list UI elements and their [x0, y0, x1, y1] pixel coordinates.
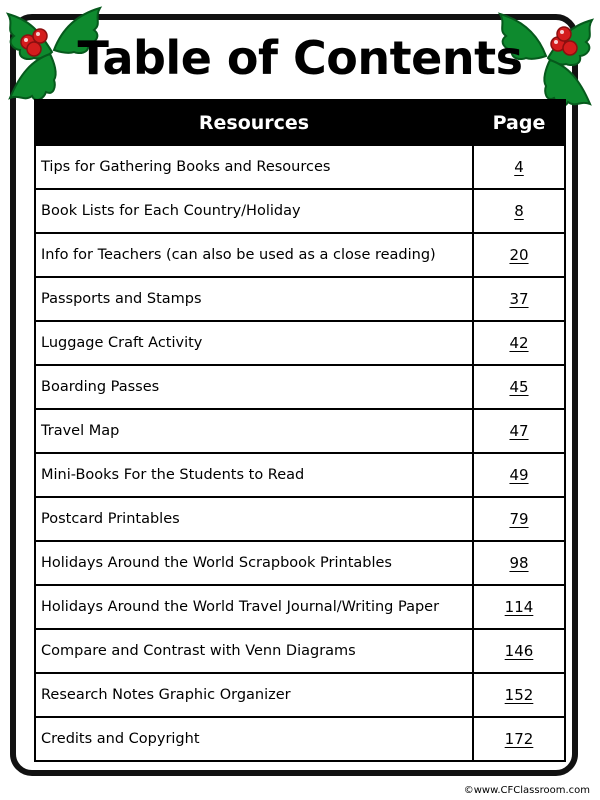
page-number-link[interactable]: 4	[473, 145, 565, 189]
resources-column-header: Resources	[35, 100, 473, 145]
resource-cell: Research Notes Graphic Organizer	[35, 673, 473, 717]
resource-cell: Boarding Passes	[35, 365, 473, 409]
resource-cell: Mini-Books For the Students to Read	[35, 453, 473, 497]
resource-cell: Book Lists for Each Country/Holiday	[35, 189, 473, 233]
table-row	[35, 189, 565, 233]
page-number-link[interactable]: 172	[473, 717, 565, 761]
page-number-link[interactable]: 20	[473, 233, 565, 277]
page-title: Table of Contents	[77, 31, 523, 85]
page-number-link[interactable]: 79	[473, 497, 565, 541]
page-number-link[interactable]: 47	[473, 409, 565, 453]
copyright-notice: ©www.CFClassroom.com	[463, 785, 590, 796]
resource-cell: Luggage Craft Activity	[35, 321, 473, 365]
table-row	[35, 497, 565, 541]
resource-cell: Info for Teachers (can also be used as a close reading)	[35, 233, 473, 277]
page-number-link[interactable]: 49	[473, 453, 565, 497]
table-row	[35, 453, 565, 497]
table-row	[35, 541, 565, 585]
contents-table-body	[35, 145, 565, 761]
resource-cell: Compare and Contrast with Venn Diagrams	[35, 629, 473, 673]
page-number-link[interactable]: 37	[473, 277, 565, 321]
table-row	[35, 673, 565, 717]
resource-cell: Credits and Copyright	[35, 717, 473, 761]
table-row	[35, 717, 565, 761]
page-number-link[interactable]: 146	[473, 629, 565, 673]
page-number-link[interactable]: 98	[473, 541, 565, 585]
page-number-link[interactable]: 114	[473, 585, 565, 629]
table-row	[35, 629, 565, 673]
page-number-link[interactable]: 45	[473, 365, 565, 409]
page-column-header: Page	[473, 100, 565, 145]
page-number-link[interactable]: 152	[473, 673, 565, 717]
table-row	[35, 365, 565, 409]
page-number-link[interactable]: 8	[473, 189, 565, 233]
page-number-link[interactable]: 42	[473, 321, 565, 365]
table-row	[35, 233, 565, 277]
table-header-row	[35, 100, 565, 145]
table-row	[35, 145, 565, 189]
table-row	[35, 277, 565, 321]
contents-table	[34, 99, 566, 762]
resource-cell: Travel Map	[35, 409, 473, 453]
resource-cell: Tips for Gathering Books and Resources	[35, 145, 473, 189]
table-row	[35, 409, 565, 453]
resource-cell: Passports and Stamps	[35, 277, 473, 321]
resource-cell: Postcard Printables	[35, 497, 473, 541]
resource-cell: Holidays Around the World Travel Journal/Writing Paper	[35, 585, 473, 629]
resource-cell: Holidays Around the World Scrapbook Printables	[35, 541, 473, 585]
table-row	[35, 585, 565, 629]
table-row	[35, 321, 565, 365]
